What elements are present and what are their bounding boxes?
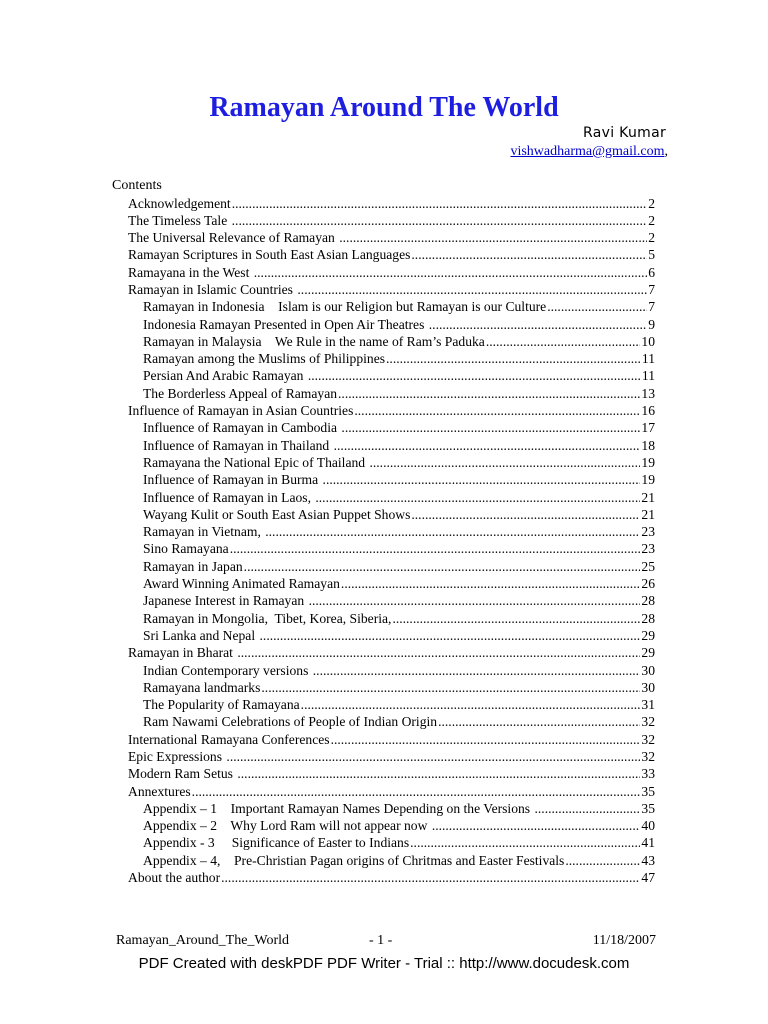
toc-entry[interactable] — [128, 281, 655, 298]
toc-entry-page: 7 — [648, 299, 655, 315]
toc-dot-leader — [244, 558, 641, 575]
toc-entry-page: 7 — [648, 281, 655, 297]
toc-entry-title: Indian Contemporary versions — [143, 662, 312, 678]
toc-dot-leader — [535, 800, 641, 817]
toc-entry[interactable] — [143, 592, 655, 609]
toc-entry[interactable] — [143, 489, 655, 506]
toc-dot-leader — [313, 662, 641, 679]
toc-entry-title: Ramayan in Bharat — [128, 645, 237, 661]
toc-dot-leader — [315, 489, 640, 506]
toc-entry-title: Persian And Arabic Ramayan — [143, 368, 307, 384]
toc-entry-title: Wayang Kulit or South East Asian Puppet Shows — [143, 506, 411, 522]
toc-entry-title: Appendix – 4, Pre-Christian Pagan origins of Chritmas and Easter Festivals — [143, 852, 565, 868]
toc-entry-page: 13 — [641, 385, 655, 401]
toc-dot-leader — [260, 627, 641, 644]
toc-entry[interactable] — [128, 246, 655, 263]
author-name: Ravi Kumar — [583, 125, 666, 141]
toc-entry-title: Influence of Ramayan in Asian Countries — [128, 403, 354, 419]
toc-dot-leader — [354, 402, 640, 419]
toc-entry[interactable] — [143, 627, 655, 644]
toc-entry[interactable] — [128, 748, 655, 765]
toc-entry-title: Ramayan Scriptures in South East Asian Languages — [128, 247, 411, 263]
toc-entry-title: Ram Nawami Celebrations of People of Indian Origin — [143, 714, 438, 730]
toc-entry-page: 41 — [641, 835, 655, 851]
toc-dot-leader — [323, 471, 641, 488]
toc-entry-title: Ramayan among the Muslims of Philippines — [143, 351, 386, 367]
toc-entry[interactable] — [128, 765, 655, 782]
toc-dot-leader — [429, 316, 647, 333]
toc-entry[interactable] — [143, 367, 655, 384]
toc-entry-title: The Timeless Tale — [128, 212, 231, 228]
toc-entry[interactable] — [128, 264, 655, 281]
toc-entry-page: 9 — [648, 316, 655, 332]
toc-dot-leader — [341, 575, 640, 592]
toc-entry-page: 31 — [641, 697, 655, 713]
toc-dot-leader — [308, 367, 641, 384]
toc-entry-page: 30 — [641, 679, 655, 695]
toc-dot-leader — [232, 195, 648, 212]
toc-dot-leader — [226, 748, 640, 765]
toc-dot-leader — [237, 644, 640, 661]
toc-entry-title: The Popularity of Ramayana — [143, 697, 300, 713]
toc-entry-page: 11 — [641, 368, 655, 384]
toc-entry-title: Appendix - 3 Significance of Easter to Indians — [143, 835, 410, 851]
toc-entry[interactable] — [143, 350, 655, 367]
toc-dot-leader — [339, 229, 647, 246]
toc-dot-leader — [192, 783, 641, 800]
toc-entry[interactable] — [128, 731, 655, 748]
toc-entry-title: Sri Lanka and Nepal — [143, 627, 259, 643]
toc-dot-leader — [331, 731, 641, 748]
toc-entry[interactable] — [143, 800, 655, 817]
toc-entry-title: Ramayan in Japan — [143, 558, 243, 574]
toc-entry[interactable] — [143, 662, 655, 679]
toc-entry[interactable] — [143, 506, 655, 523]
toc-dot-leader — [565, 852, 640, 869]
toc-entry-title: Ramayana the National Epic of Thailand — [143, 454, 369, 470]
toc-entry-page: 6 — [648, 264, 655, 280]
toc-entry[interactable] — [143, 437, 655, 454]
toc-entry-title: Sino Ramayana — [143, 541, 229, 557]
toc-entry-page: 10 — [641, 333, 655, 349]
toc-dot-leader — [341, 419, 640, 436]
pdf-writer-note: PDF Created with deskPDF PDF Writer - Trial :: http://www.docudesk.com — [138, 955, 630, 972]
toc-entry-title: Ramayana in the West — [128, 264, 253, 280]
toc-entry[interactable] — [128, 783, 655, 800]
toc-entry-page: 29 — [641, 627, 655, 643]
toc-entry-page: 2 — [648, 212, 655, 228]
toc-entry-page: 32 — [641, 749, 655, 764]
toc-entry[interactable] — [128, 869, 655, 886]
toc-entry-page: 32 — [641, 731, 655, 747]
footer-page-number: - 1 - — [369, 933, 393, 948]
toc-entry[interactable] — [143, 817, 655, 834]
toc-entry-title: Ramayan in Indonesia Islam is our Religion but Ramayan is our Culture — [143, 299, 547, 315]
toc-entry-page: 5 — [648, 247, 655, 263]
toc-entry-page: 18 — [641, 437, 655, 453]
toc-entry-page: 21 — [641, 506, 655, 522]
email-link[interactable]: vishwadharma@gmail.com — [510, 144, 665, 159]
toc-dot-leader — [265, 523, 640, 540]
toc-entry-title: Appendix – 2 Why Lord Ram will not appear now — [143, 818, 431, 834]
toc-entry[interactable] — [143, 696, 655, 713]
toc-entry[interactable] — [128, 195, 655, 212]
toc-entry-page: 26 — [641, 576, 655, 592]
toc-entry[interactable] — [143, 540, 655, 557]
toc-entry[interactable] — [143, 834, 655, 851]
toc-entry-title: Award Winning Animated Ramayan — [143, 576, 340, 592]
table-of-contents — [0, 195, 768, 887]
toc-entry[interactable] — [143, 558, 655, 575]
contents-heading: Contents — [112, 178, 162, 193]
toc-entry[interactable] — [143, 316, 655, 333]
toc-entry[interactable] — [143, 385, 655, 402]
toc-dot-leader — [334, 437, 641, 454]
toc-entry-title: Ramayan in Islamic Countries — [128, 281, 297, 297]
toc-entry-title: Appendix – 1 Important Ramayan Names Depending on the Versions — [143, 800, 534, 816]
toc-dot-leader — [411, 246, 647, 263]
toc-entry-page: 23 — [641, 524, 655, 540]
toc-entry-title: Ramayana landmarks — [143, 679, 261, 695]
toc-entry-title: Influence of Ramayan in Cambodia — [143, 420, 341, 436]
toc-entry-page: 28 — [641, 610, 655, 626]
toc-entry-page: 19 — [641, 472, 655, 488]
toc-dot-leader — [221, 869, 640, 886]
toc-entry-title: Annextures — [128, 783, 191, 799]
toc-entry-page: 25 — [641, 558, 655, 574]
footer-filename: Ramayan_Around_The_World — [116, 933, 290, 948]
toc-entry[interactable] — [143, 298, 655, 315]
toc-entry-page: 29 — [641, 645, 655, 661]
toc-entry-page: 23 — [641, 541, 655, 557]
toc-entry[interactable] — [143, 523, 655, 540]
toc-dot-leader — [547, 298, 647, 315]
toc-entry-page: 43 — [641, 852, 655, 868]
toc-entry-title: Influence of Ramayan in Laos, — [143, 489, 315, 505]
toc-dot-leader — [438, 713, 640, 730]
footer-date: 11/18/2007 — [592, 933, 656, 948]
toc-dot-leader — [230, 540, 641, 557]
toc-entry-page: 47 — [641, 870, 655, 886]
toc-entry[interactable] — [143, 610, 655, 627]
toc-entry[interactable] — [143, 471, 655, 488]
toc-entry-title: About the author — [128, 870, 221, 886]
toc-entry[interactable] — [128, 402, 655, 419]
toc-entry[interactable] — [143, 852, 655, 869]
toc-entry-title: Influence of Ramayan in Burma — [143, 472, 322, 488]
toc-entry-page: 16 — [641, 403, 655, 419]
toc-dot-leader — [254, 264, 647, 281]
toc-entry-page: 2 — [648, 195, 655, 211]
email-suffix: , — [664, 144, 668, 159]
toc-entry-title: The Universal Relevance of Ramayan — [128, 230, 339, 246]
toc-entry[interactable] — [143, 454, 655, 471]
toc-entry-page: 40 — [641, 818, 655, 834]
toc-entry-page: 33 — [641, 766, 655, 782]
toc-dot-leader — [297, 281, 647, 298]
toc-dot-leader — [486, 333, 641, 350]
toc-entry-title: Modern Ram Setus — [128, 766, 237, 782]
toc-entry-title: Influence of Ramayan in Thailand — [143, 437, 333, 453]
toc-entry-title: Indonesia Ramayan Presented in Open Air Theatres — [143, 316, 428, 332]
toc-dot-leader — [411, 506, 640, 523]
toc-dot-leader — [386, 350, 641, 367]
toc-dot-leader — [410, 834, 640, 851]
toc-dot-leader — [432, 817, 641, 834]
toc-entry-page: 17 — [641, 420, 655, 436]
toc-dot-leader — [338, 385, 640, 402]
toc-entry-page: 30 — [641, 662, 655, 678]
toc-dot-leader — [232, 212, 648, 229]
toc-entry-page: 35 — [641, 800, 655, 816]
toc-entry-page: 2 — [648, 230, 655, 246]
toc-dot-leader — [261, 679, 640, 696]
author-email — [510, 143, 668, 161]
toc-entry[interactable] — [143, 575, 655, 592]
toc-dot-leader — [369, 454, 640, 471]
toc-dot-leader — [309, 592, 641, 609]
toc-entry-title: Acknowledgement — [128, 195, 231, 211]
toc-entry-title: Epic Expressions — [128, 749, 226, 764]
toc-entry-title: Ramayan in Vietnam, — [143, 524, 265, 540]
toc-dot-leader — [301, 696, 641, 713]
toc-dot-leader — [392, 610, 640, 627]
toc-dot-leader — [237, 765, 640, 782]
toc-entry-title: Ramayan in Malaysia We Rule in the name of Ram’s Paduka — [143, 333, 485, 349]
toc-entry[interactable] — [143, 419, 655, 436]
toc-entry-title: The Borderless Appeal of Ramayan — [143, 385, 338, 401]
document-title: Ramayan Around The World — [209, 92, 559, 123]
toc-entry[interactable] — [143, 333, 655, 350]
toc-entry[interactable] — [143, 713, 655, 730]
toc-entry-page: 11 — [641, 351, 655, 367]
toc-entry-page: 28 — [641, 593, 655, 609]
toc-entry[interactable] — [128, 229, 655, 246]
toc-entry[interactable] — [128, 212, 655, 229]
toc-entry-page: 32 — [641, 714, 655, 730]
toc-entry-page: 19 — [641, 454, 655, 470]
toc-entry-title: Japanese Interest in Ramayan — [143, 593, 308, 609]
toc-entry-title: Ramayan in Mongolia, Tibet, Korea, Siberia, — [143, 610, 392, 626]
toc-entry-page: 21 — [641, 489, 655, 505]
toc-entry-title: International Ramayana Conferences — [128, 731, 330, 747]
toc-entry-page: 35 — [641, 783, 655, 799]
toc-entry[interactable] — [143, 679, 655, 696]
toc-entry[interactable] — [128, 644, 655, 661]
